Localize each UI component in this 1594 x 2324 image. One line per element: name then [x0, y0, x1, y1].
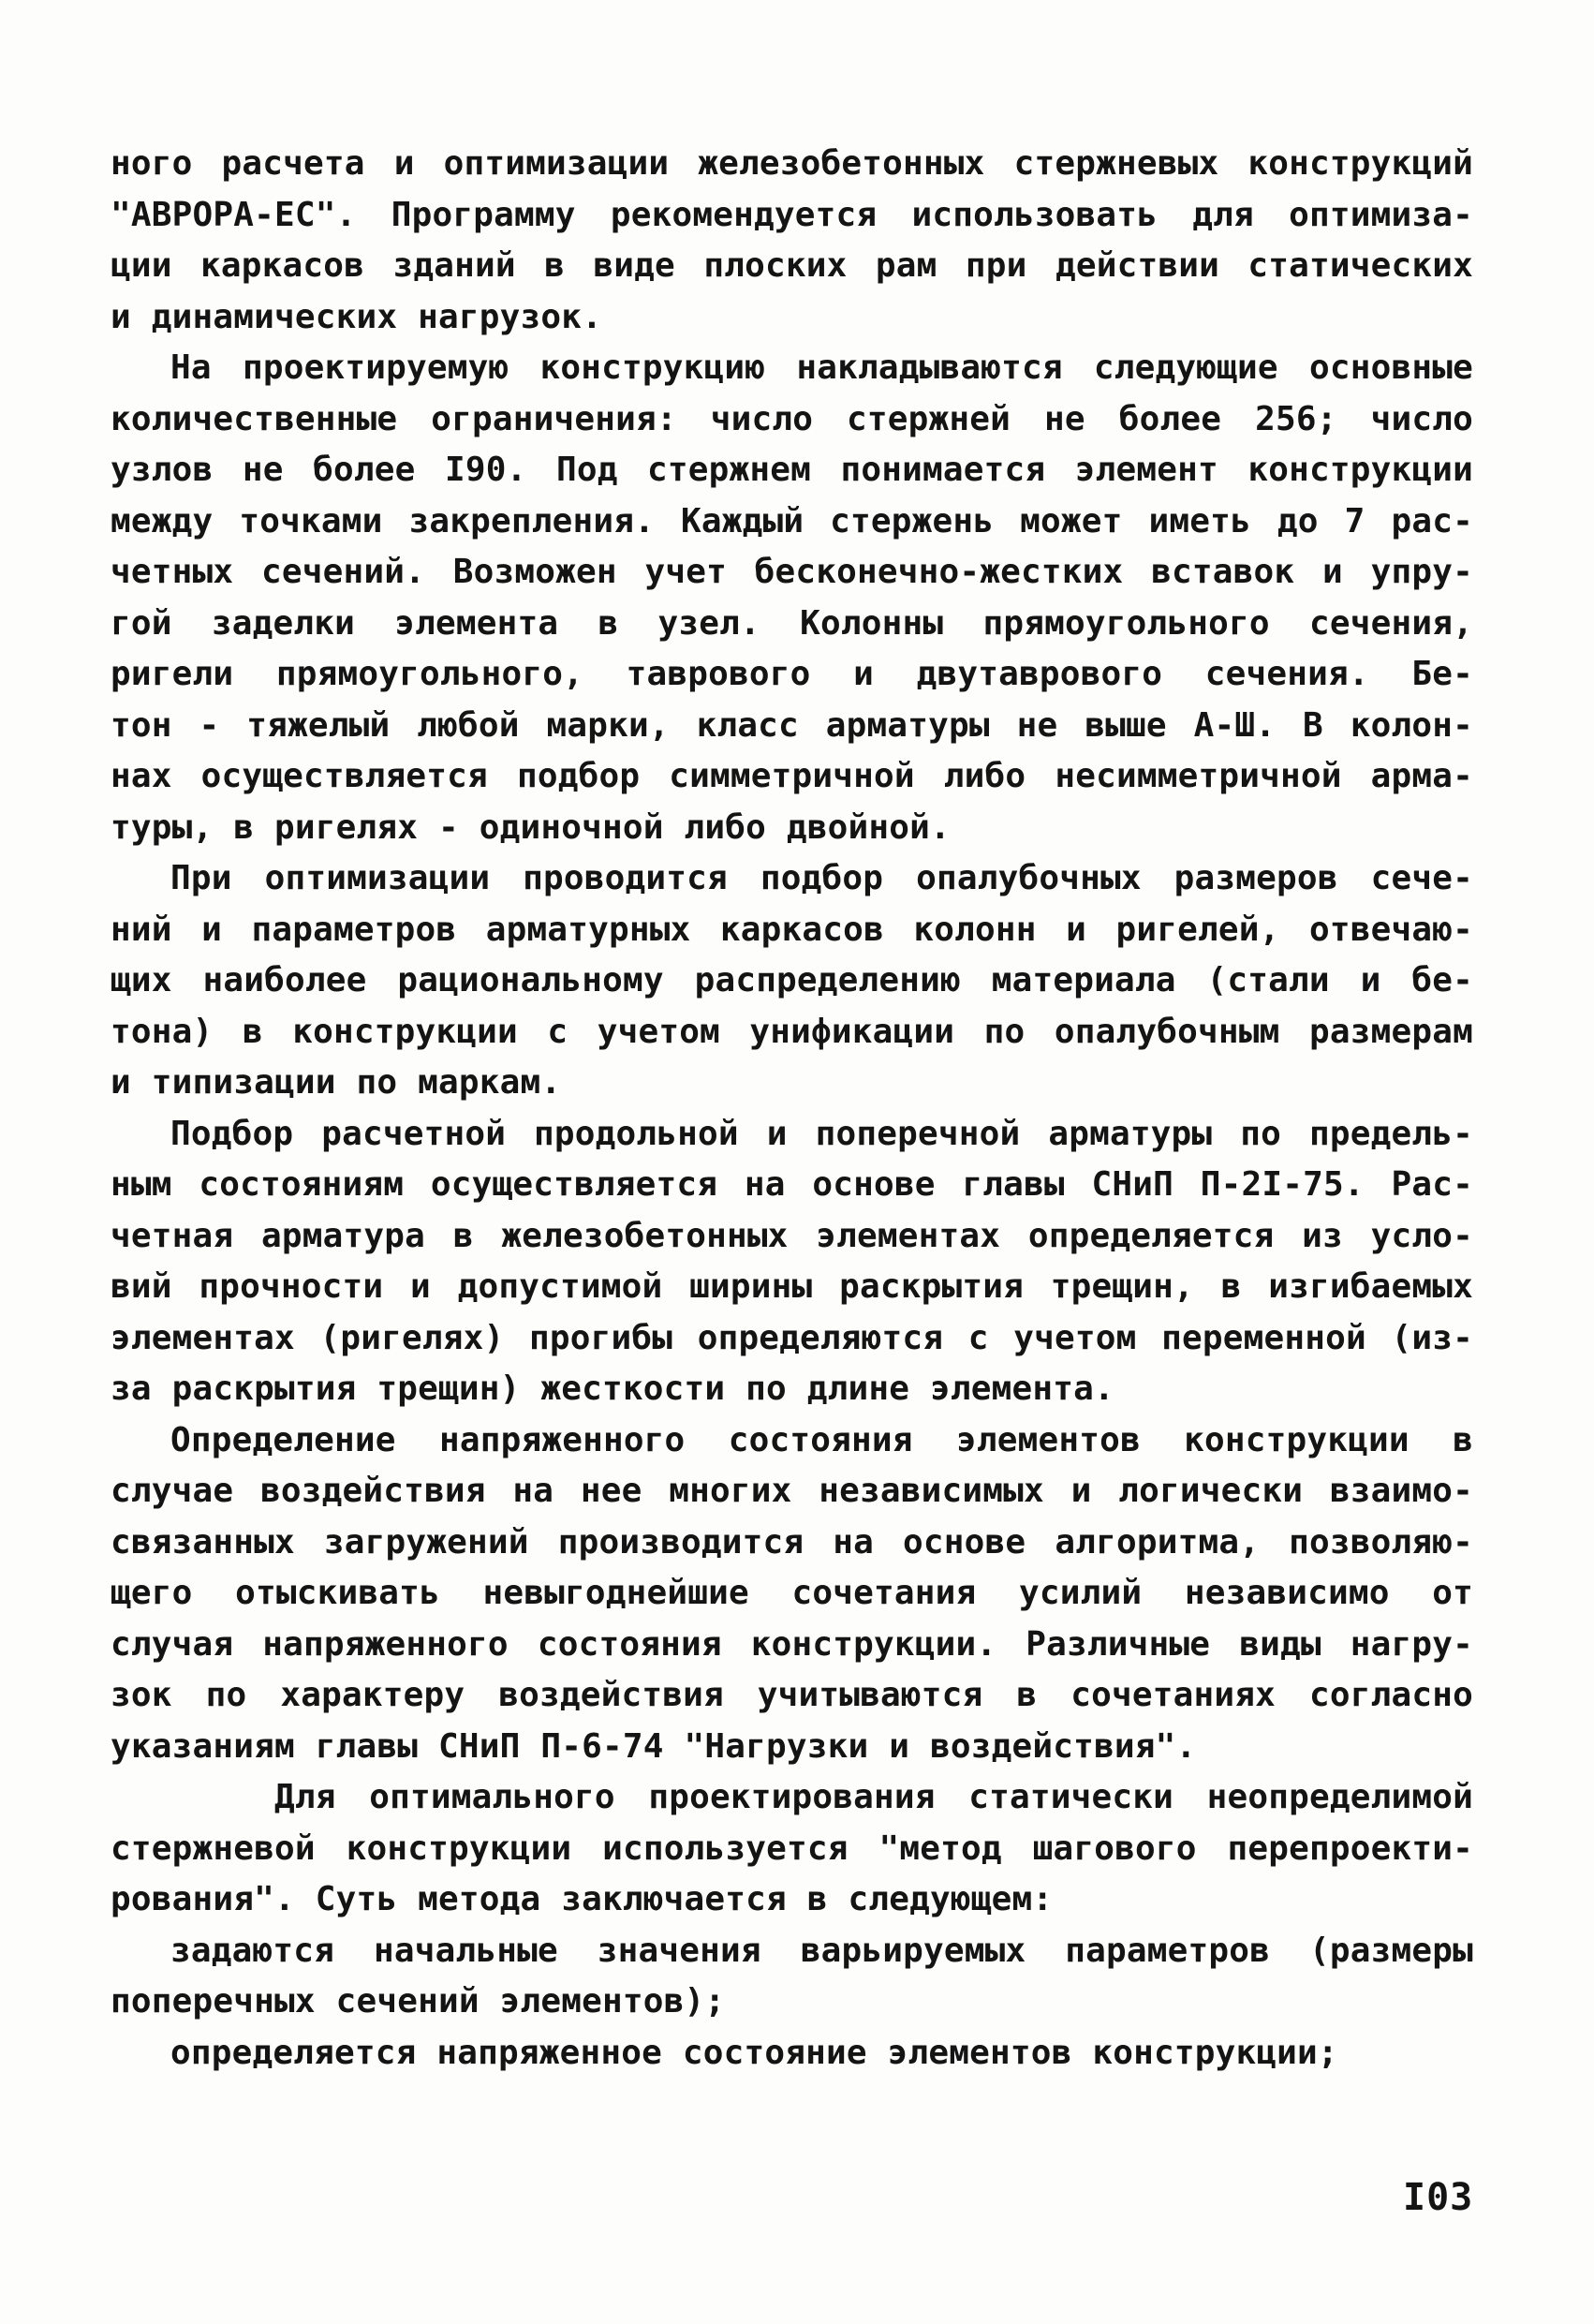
- text-line: вий прочности и допустимой ширины раскрытия трещин, в изгибаемых: [111, 1267, 1473, 1306]
- text-line: Определение напряженного состояния элементов конструкции в: [170, 1420, 1473, 1459]
- body-text: [111, 139, 1473, 2079]
- text-line: Подбор расчетной продольной и поперечной арматуры по предель-: [170, 1114, 1473, 1153]
- text-line: ции каркасов зданий в виде плоских рам при действии статических: [111, 246, 1473, 285]
- text-line: связанных загружений производится на основе алгоритма, позволяю-: [111, 1522, 1473, 1562]
- text-line: ным состояниям осуществляется на основе главы СНиП П-2I-75. Рас-: [111, 1165, 1473, 1204]
- text-line: четных сечений. Возможен учет бесконечно-жестких вставок и упру-: [111, 553, 1473, 591]
- text-line: На проектируемую конструкцию накладываются следующие основные: [170, 348, 1473, 387]
- text-line: тона) в конструкции с учетом унификации по опалубочным размерам: [111, 1012, 1473, 1051]
- text-line: поперечных сечений элементов);: [111, 1982, 726, 2021]
- text-line: щих наиболее рациональному распределению материала (стали и бе-: [111, 961, 1473, 999]
- text-line: задаются начальные значения варьируемых параметров (размеры: [170, 1931, 1473, 1970]
- text-line: и динамических нагрузок.: [111, 297, 602, 336]
- text-line: узлов не более I90. Под стержнем понимается элемент конструкции: [111, 451, 1473, 489]
- text-line: гой заделки элемента в узел. Колонны прямоугольного сечения,: [111, 603, 1473, 643]
- text-line: туры, в ригелях - одиночной либо двойной.: [111, 807, 951, 847]
- text-line: ного расчета и оптимизации железобетонных стержневых конструкций: [111, 144, 1473, 183]
- text-line: элементах (ригелях) прогибы определяются с учетом переменной (из-: [111, 1318, 1473, 1357]
- text-line: "АВРОРА-ЕС". Программу рекомендуется использовать для оптимиза-: [111, 195, 1473, 234]
- text-line: нах осуществляется подбор симметричной либо несимметричной арма-: [111, 757, 1473, 795]
- text-line: случае воздействия на нее многих независимых и логически взаимо-: [111, 1472, 1473, 1510]
- text-line: стержневой конструкции используется "метод шагового перепроекти-: [111, 1828, 1473, 1868]
- text-line: зок по характеру воздействия учитываются в сочетаниях согласно: [111, 1676, 1473, 1714]
- text-line: щего отыскивать невыгоднейшие сочетания усилий независимо от: [111, 1574, 1473, 1612]
- text-line: указаниям главы СНиП П-6-74 "Нагрузки и воздействия".: [111, 1726, 1197, 1766]
- text-line: При оптимизации проводится подбор опалубочных размеров сече-: [170, 859, 1473, 897]
- text-line: ригели прямоугольного, таврового и двутаврового сечения. Бе-: [111, 655, 1473, 693]
- text-line: количественные ограничения: число стержней не более 256; число: [111, 399, 1473, 438]
- text-line: случая напряженного состояния конструкции. Различные виды нагру-: [111, 1624, 1473, 1664]
- text-line: ний и параметров арматурных каркасов колонн и ригелей, отвечаю-: [111, 910, 1473, 949]
- text-line: рования". Суть метода заключается в следующем:: [111, 1880, 1054, 1918]
- text-line: за раскрытия трещин) жесткости по длине элемента.: [111, 1369, 1114, 1408]
- text-line: и типизации по маркам.: [111, 1063, 562, 1102]
- page-number: I03: [1403, 2176, 1474, 2219]
- text-line: между точками закрепления. Каждый стержень может иметь до 7 рас-: [111, 501, 1473, 540]
- text-line: четная арматура в железобетонных элементах определяется из усло-: [111, 1216, 1473, 1255]
- text-line: определяется напряженное состояние элементов конструкции;: [170, 2033, 1338, 2072]
- text-line: Для оптимального проектирования статически неопределимой: [274, 1778, 1473, 1816]
- text-line: тон - тяжелый любой марки, класс арматуры не выше А-Ш. В колон-: [111, 705, 1473, 745]
